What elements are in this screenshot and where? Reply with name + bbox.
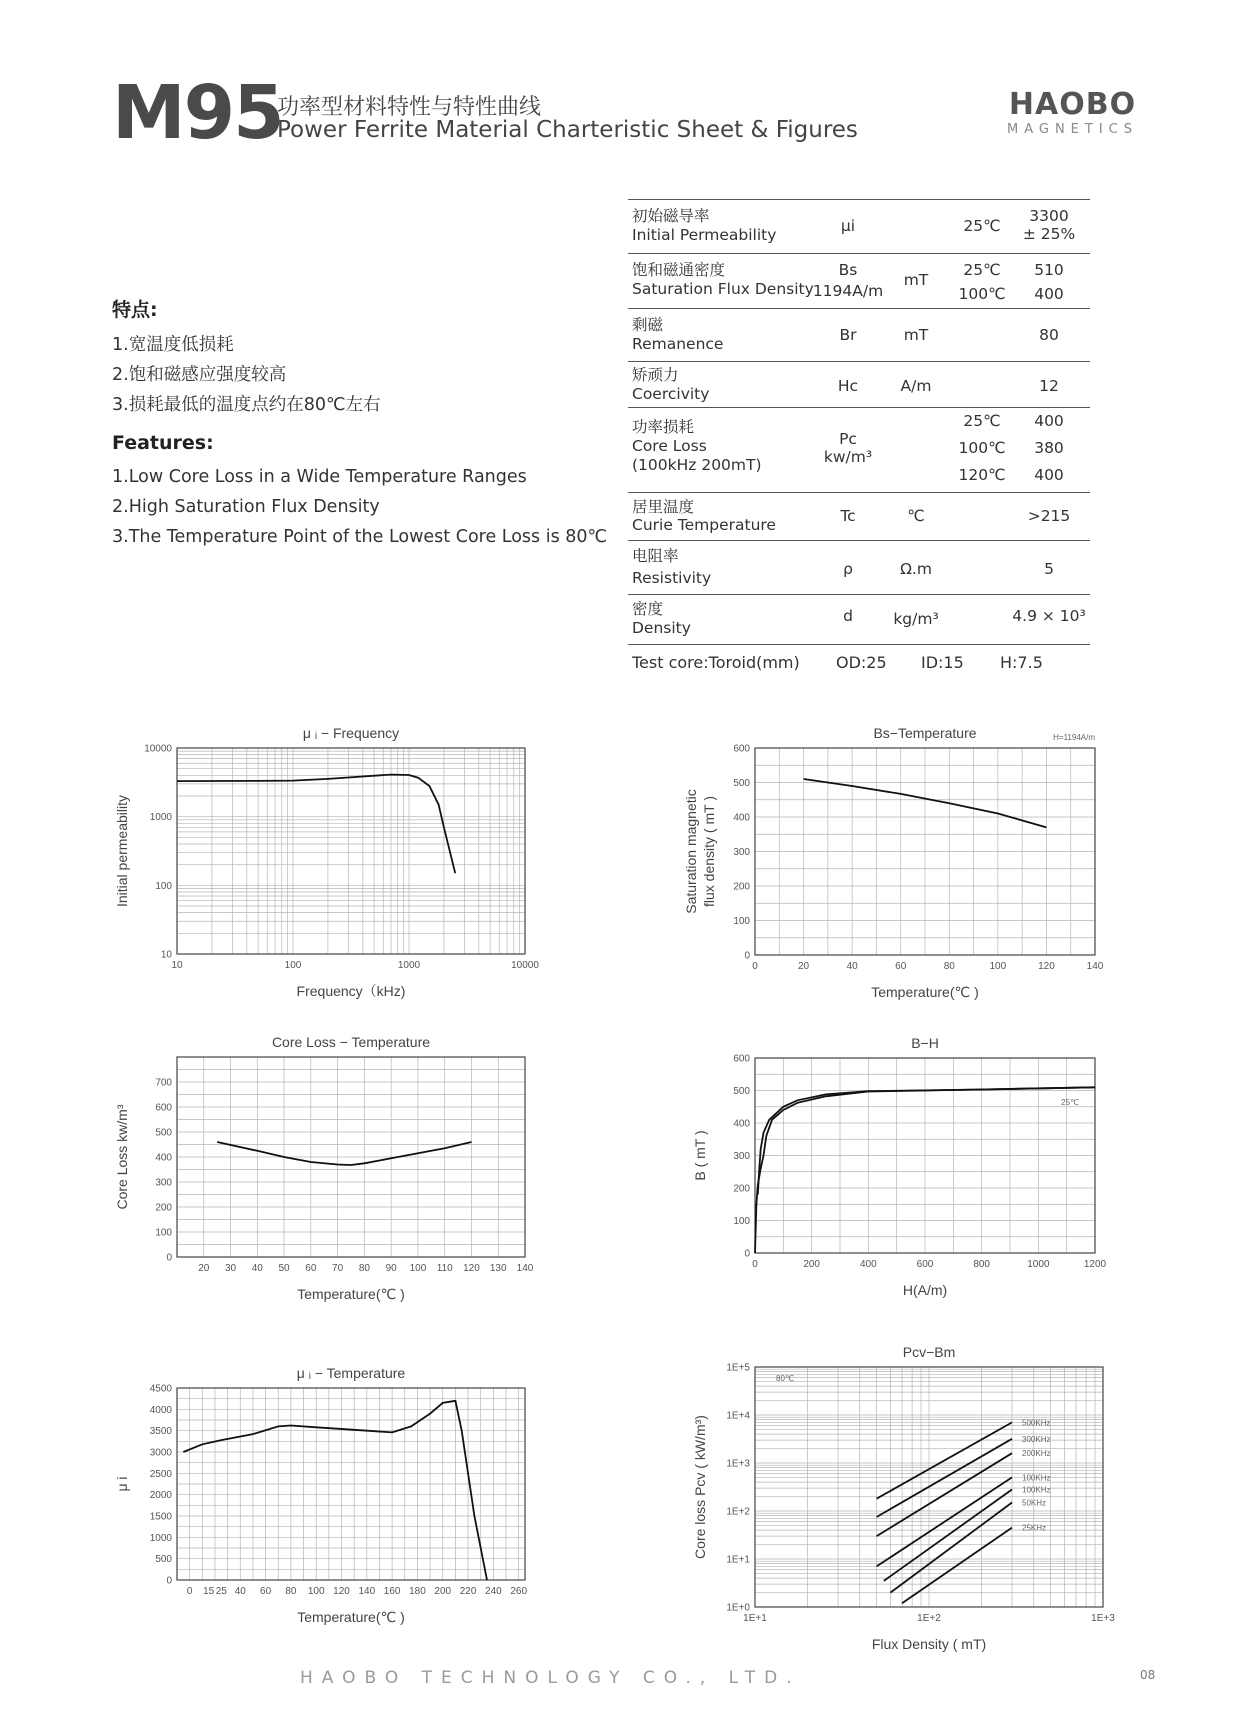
property-symbol-unit: kw/m³ (823, 448, 873, 466)
y-tick-label: 600 (155, 1102, 172, 1114)
property-name-en-condition: (100kHz 200mT) (632, 456, 762, 474)
property-unit: A/m (900, 377, 932, 395)
y-axis-label: flux density ( mT ) (701, 796, 717, 907)
y-tick-label: 1E+4 (726, 1410, 750, 1422)
x-tick-label: 180 (409, 1586, 426, 1597)
y-tick-label: 3500 (149, 1426, 172, 1438)
features-cn-heading: 特点: (112, 299, 158, 321)
x-tick-label: 20 (198, 1263, 210, 1274)
property-value: 510 (1034, 261, 1064, 279)
chart-title: μ ᵢ − Temperature (296, 1365, 406, 1381)
property-name-cn: 初始磁导率 (632, 207, 710, 225)
y-tick-label: 500 (155, 1554, 172, 1566)
y-tick-label: 400 (733, 1118, 750, 1130)
plot-frame (177, 748, 525, 954)
y-axis-label: μ i (114, 1476, 130, 1492)
property-value: 12 (1039, 377, 1059, 395)
y-tick-label: 500 (733, 1086, 750, 1097)
x-tick-label: 140 (1086, 961, 1104, 972)
y-tick-label: 10 (160, 949, 172, 961)
x-tick-label: 20 (798, 961, 810, 972)
x-tick-label: 80 (358, 1263, 370, 1274)
x-tick-label: 70 (332, 1263, 344, 1274)
x-tick-label: 10000 (511, 960, 539, 971)
x-tick-label: 200 (434, 1586, 452, 1597)
y-tick-label: 300 (733, 1151, 750, 1162)
y-tick-label: 100 (155, 880, 172, 892)
feature-en-item: 1.Low Core Loss in a Wide Temperature Ranges (112, 467, 527, 487)
y-tick-label: 4500 (149, 1383, 172, 1395)
y-tick-label: 200 (155, 1202, 172, 1214)
property-symbol-condition: 1194A/m (812, 282, 884, 300)
x-tick-label: 15 (203, 1586, 215, 1597)
y-tick-label: 500 (733, 778, 750, 789)
property-name-en: Saturation Flux Density (632, 280, 814, 298)
property-name-cn: 矫顽力 (632, 366, 679, 384)
x-tick-label: 1E+3 (1091, 1613, 1115, 1624)
chart-annotation: H=1194A/m (1053, 733, 1095, 742)
series-label: 50KHz (1022, 1498, 1047, 1508)
x-tick-label: 260 (510, 1586, 528, 1597)
property-unit: kg/m³ (893, 610, 939, 628)
property-unit: ℃ (907, 507, 925, 525)
property-name-cn: 功率损耗 (632, 418, 695, 436)
property-name-cn: 居里温度 (632, 498, 695, 516)
x-tick-label: 140 (358, 1586, 376, 1597)
property-condition: 25℃ (963, 412, 1001, 430)
property-value: 380 (1034, 439, 1064, 457)
test-core-label: Test core:Toroid(mm) (632, 653, 800, 672)
y-tick-label: 100 (733, 1216, 750, 1227)
property-value: 80 (1039, 326, 1059, 344)
x-axis-label: Temperature(℃ ) (297, 1286, 405, 1302)
property-condition: 25℃ (963, 217, 1001, 235)
y-tick-label: 100 (155, 1227, 172, 1239)
page-number: 08 (1140, 1668, 1156, 1682)
series-label: 100KHz (1022, 1485, 1051, 1495)
feature-cn-item: 3.损耗最低的温度点约在80℃左右 (112, 395, 381, 415)
y-tick-label: 1000 (149, 1532, 172, 1544)
y-tick-label: 1E+1 (726, 1554, 750, 1566)
x-tick-label: 40 (251, 1263, 263, 1274)
feature-cn-item: 1.宽温度低损耗 (112, 335, 234, 355)
x-tick-label: 25 (215, 1586, 227, 1597)
series-label: 500KHz (1022, 1418, 1051, 1428)
property-value: >215 (1027, 507, 1071, 525)
material-grade: M95 (112, 70, 283, 156)
chart-annotation: 25℃ (1061, 1098, 1079, 1107)
property-condition: 100℃ (958, 285, 1006, 303)
property-name-en: Density (632, 619, 691, 637)
property-unit: Ω.m (900, 560, 932, 578)
y-tick-label: 0 (166, 1575, 172, 1587)
x-tick-label: 80 (285, 1586, 297, 1597)
x-tick-label: 100 (989, 961, 1007, 972)
y-tick-label: 4000 (149, 1404, 172, 1416)
property-unit: mT (903, 271, 929, 289)
series-line (758, 1087, 1095, 1194)
x-tick-label: 50 (278, 1263, 290, 1274)
chart-title: μ ᵢ − Frequency (302, 725, 400, 741)
x-axis-label: Temperature(℃ ) (871, 984, 979, 1000)
property-name-cn: 电阻率 (632, 547, 679, 565)
property-symbol: μi (840, 217, 856, 235)
property-value: 4.9 × 10³ (1012, 607, 1086, 625)
x-tick-label: 30 (224, 1263, 237, 1274)
property-value: 400 (1034, 412, 1064, 430)
property-name-en: Core Loss (632, 437, 707, 455)
x-tick-label: 60 (895, 961, 907, 972)
y-tick-label: 500 (155, 1127, 172, 1139)
chart-title: Bs−Temperature (873, 725, 977, 741)
x-tick-label: 80 (943, 961, 955, 972)
feature-en-item: 2.High Saturation Flux Density (112, 497, 380, 517)
x-tick-label: 0 (752, 961, 758, 972)
series-label: 200KHz (1022, 1449, 1051, 1459)
series-label: 100KHz (1022, 1473, 1051, 1483)
series-line (877, 1453, 1012, 1536)
y-tick-label: 0 (166, 1252, 172, 1264)
x-tick-label: 130 (489, 1263, 507, 1274)
x-tick-label: 1000 (1027, 1259, 1050, 1270)
property-name-en: Resistivity (632, 569, 712, 587)
x-tick-label: 1E+2 (917, 1613, 941, 1624)
x-tick-label: 800 (973, 1259, 991, 1270)
x-axis-label: Flux Density ( mT) (871, 1636, 987, 1652)
series-line (884, 1490, 1012, 1581)
y-tick-label: 0 (744, 1248, 750, 1260)
y-tick-label: 600 (733, 1053, 750, 1065)
property-symbol: Bs (838, 261, 858, 279)
feature-en-item: 3.The Temperature Point of the Lowest Core Loss is 80℃ (112, 527, 608, 547)
x-tick-label: 0 (752, 1259, 758, 1270)
series-label: 25KHz (1022, 1523, 1047, 1533)
title-chinese: 功率型材料特性与特性曲线 (277, 95, 542, 120)
footer-company: HAOBO TECHNOLOGY CO., LTD. (300, 1668, 801, 1688)
property-condition: 120℃ (958, 466, 1006, 484)
x-tick-label: 400 (859, 1259, 877, 1270)
x-tick-label: 160 (383, 1586, 401, 1597)
y-tick-label: 10000 (144, 743, 172, 755)
series-label: 300KHz (1022, 1434, 1051, 1444)
test-core-h: H:7.5 (1000, 653, 1043, 672)
property-symbol: Pc (839, 430, 857, 448)
y-tick-label: 0 (744, 950, 750, 962)
x-axis-label: Frequency（kHz) (296, 983, 406, 999)
property-name-cn: 剩磁 (632, 316, 664, 334)
title-english: Power Ferrite Material Charteristic Sheet & Figures (277, 117, 858, 143)
test-core-id: ID:15 (921, 653, 964, 672)
y-axis-label: Saturation magnetic (683, 789, 699, 914)
property-tolerance: ± 25% (1022, 225, 1076, 243)
series-line (183, 1401, 487, 1580)
property-name-en: Coercivity (632, 385, 710, 403)
y-tick-label: 200 (733, 881, 750, 893)
x-tick-label: 240 (485, 1586, 502, 1597)
property-value: 3300 (1029, 207, 1069, 225)
y-tick-label: 1E+0 (726, 1602, 750, 1614)
property-value: 400 (1034, 466, 1064, 484)
property-name-en: Curie Temperature (632, 516, 776, 534)
logo-sub-text: MAGNETICS (1007, 122, 1138, 137)
x-tick-label: 1000 (397, 960, 421, 971)
x-tick-label: 90 (385, 1263, 397, 1274)
x-tick-label: 110 (436, 1263, 453, 1274)
y-tick-label: 300 (155, 1177, 172, 1189)
x-tick-label: 60 (305, 1263, 317, 1274)
x-tick-label: 120 (1038, 961, 1055, 972)
property-symbol: d (843, 607, 853, 625)
x-tick-label: 0 (186, 1586, 193, 1597)
logo-main-text: HAOBO (1008, 87, 1137, 122)
property-symbol: Br (839, 326, 857, 344)
y-tick-label: 1E+2 (726, 1506, 750, 1518)
x-axis-label: Temperature(℃ ) (297, 1609, 405, 1625)
y-tick-label: 700 (155, 1077, 172, 1089)
series-line (177, 775, 455, 874)
x-tick-label: 600 (916, 1259, 934, 1270)
y-tick-label: 200 (733, 1183, 750, 1195)
property-name-cn: 密度 (632, 600, 664, 618)
x-tick-label: 100 (284, 960, 302, 971)
property-name-en: Remanence (632, 335, 724, 353)
feature-cn-item: 2.饱和磁感应强度较高 (112, 365, 287, 385)
x-tick-label: 40 (234, 1586, 246, 1597)
x-tick-label: 140 (516, 1263, 534, 1274)
features-en-heading: Features: (112, 432, 214, 454)
y-axis-label: Initial permeability (114, 794, 130, 908)
property-name-en: Initial Permeability (632, 226, 777, 244)
x-tick-label: 100 (307, 1586, 325, 1597)
x-axis-label: H(A/m) (902, 1282, 948, 1298)
x-tick-label: 1200 (1083, 1259, 1107, 1270)
test-core-od: OD:25 (836, 653, 887, 672)
property-value: 400 (1034, 285, 1064, 303)
y-tick-label: 2500 (149, 1468, 172, 1480)
y-tick-label: 1E+3 (726, 1458, 750, 1470)
property-condition: 100℃ (958, 439, 1006, 457)
chart-title: Core Loss − Temperature (271, 1034, 431, 1050)
y-tick-label: 100 (733, 916, 750, 927)
chart-annotation: 80℃ (776, 1374, 794, 1383)
y-tick-label: 600 (733, 743, 750, 755)
x-tick-label: 1E+1 (743, 1613, 767, 1624)
y-tick-label: 300 (733, 847, 750, 858)
x-tick-label: 200 (803, 1259, 821, 1270)
x-tick-label: 10 (171, 960, 183, 971)
x-tick-label: 40 (846, 961, 858, 972)
y-tick-label: 400 (155, 1152, 172, 1164)
x-tick-label: 220 (459, 1586, 477, 1597)
y-axis-label: Core loss Pcv ( kW/m³) (692, 1415, 708, 1559)
series-line (877, 1439, 1012, 1517)
chart-title: B−H (911, 1035, 939, 1051)
property-name-cn: 饱和磁通密度 (632, 261, 726, 279)
chart-title: Pcv−Bm (902, 1344, 956, 1360)
property-symbol: Tc (840, 507, 856, 525)
x-tick-label: 100 (409, 1263, 427, 1274)
x-tick-label: 120 (463, 1263, 480, 1274)
x-tick-label: 120 (333, 1586, 350, 1597)
property-unit: mT (903, 326, 929, 344)
y-tick-label: 2000 (149, 1490, 172, 1502)
property-value: 5 (1044, 560, 1054, 578)
y-tick-label: 1000 (149, 812, 172, 824)
property-symbol: Hc (837, 377, 859, 395)
y-tick-label: 1500 (149, 1511, 172, 1523)
y-tick-label: 1E+5 (726, 1362, 750, 1374)
property-symbol: ρ (843, 560, 853, 578)
y-tick-label: 3000 (149, 1447, 172, 1459)
y-axis-label: Core Loss kw/m³ (114, 1104, 130, 1210)
y-axis-label: B ( mT ) (692, 1130, 708, 1181)
y-tick-label: 400 (733, 812, 750, 824)
x-tick-label: 60 (260, 1586, 272, 1597)
property-condition: 25℃ (963, 261, 1001, 279)
series-line (217, 1142, 471, 1165)
